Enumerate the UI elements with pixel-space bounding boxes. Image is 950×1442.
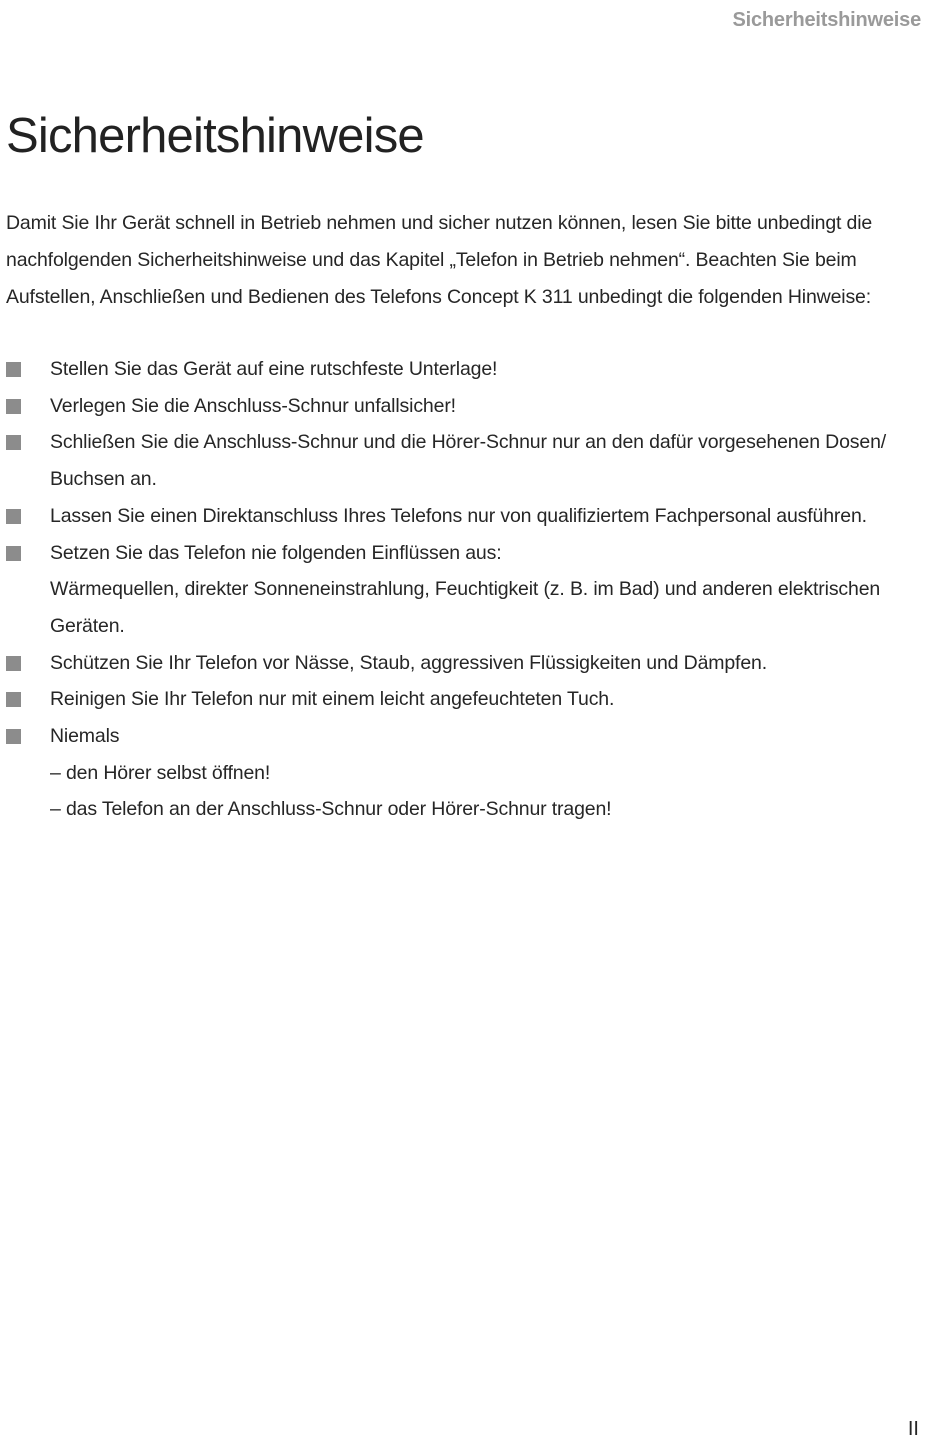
square-bullet-icon xyxy=(6,692,21,707)
hint-line: Geräten. xyxy=(50,614,125,637)
safety-hint xyxy=(6,645,926,682)
safety-hint-list xyxy=(6,351,926,828)
square-bullet-icon xyxy=(6,362,21,377)
safety-hint xyxy=(6,351,926,388)
safety-hint xyxy=(6,718,926,828)
intro-line: Aufstellen, Anschließen und Bedienen des Telefons Concept K 311 unbedingt die folgenden Hinweise: xyxy=(6,286,872,308)
intro-paragraph xyxy=(6,205,926,316)
safety-hint xyxy=(6,535,926,645)
running-head: Sicherheitshinweise xyxy=(732,9,921,31)
hint-line: Reinigen Sie Ihr Telefon nur mit einem leicht angefeuchteten Tuch. xyxy=(50,688,615,711)
hint-line: Wärmequellen, direkter Sonneneinstrahlung, Feuchtigkeit (z. B. im Bad) und anderen elektrischen xyxy=(50,578,881,601)
hint-line: Verlegen Sie die Anschluss-Schnur unfallsicher! xyxy=(50,394,456,417)
hint-line: Lassen Sie einen Direktanschluss Ihres Telefons nur von qualifiziertem Fachpersonal ausführen. xyxy=(50,504,867,527)
safety-hint xyxy=(6,388,926,425)
hint-line: Stellen Sie das Gerät auf eine rutschfeste Unterlage! xyxy=(50,358,498,380)
square-bullet-icon xyxy=(6,399,21,414)
intro-line: Damit Sie Ihr Gerät schnell in Betrieb nehmen und sicher nutzen können, lesen Sie bitte unbedingt die xyxy=(6,212,873,234)
safety-hint xyxy=(6,498,926,535)
intro-line: nachfolgenden Sicherheitshinweise und das Kapitel „Telefon in Betrieb nehmen“. Beachten Sie beim xyxy=(6,249,857,271)
hint-line: Buchsen an. xyxy=(50,468,157,491)
square-bullet-icon xyxy=(6,656,21,671)
hint-line: – das Telefon an der Anschluss-Schnur oder Hörer-Schnur tragen! xyxy=(50,798,612,821)
hint-line: – den Hörer selbst öffnen! xyxy=(50,761,271,784)
page-title: Sicherheitshinweise xyxy=(6,109,424,163)
hint-line: Schützen Sie Ihr Telefon vor Nässe, Staub, aggressiven Flüssigkeiten und Dämpfen. xyxy=(50,651,767,674)
square-bullet-icon xyxy=(6,509,21,524)
square-bullet-icon xyxy=(6,729,21,744)
safety-hint xyxy=(6,681,926,718)
square-bullet-icon xyxy=(6,546,21,561)
hint-line: Setzen Sie das Telefon nie folgenden Einflüssen aus: xyxy=(50,541,502,564)
hint-line: Schließen Sie die Anschluss-Schnur und die Hörer-Schnur nur an den dafür vorgesehenen Dosen/ xyxy=(50,431,887,454)
hint-line: Niemals xyxy=(50,725,120,748)
safety-hint xyxy=(6,424,926,497)
page-number: II xyxy=(907,1418,919,1440)
square-bullet-icon xyxy=(6,435,21,450)
